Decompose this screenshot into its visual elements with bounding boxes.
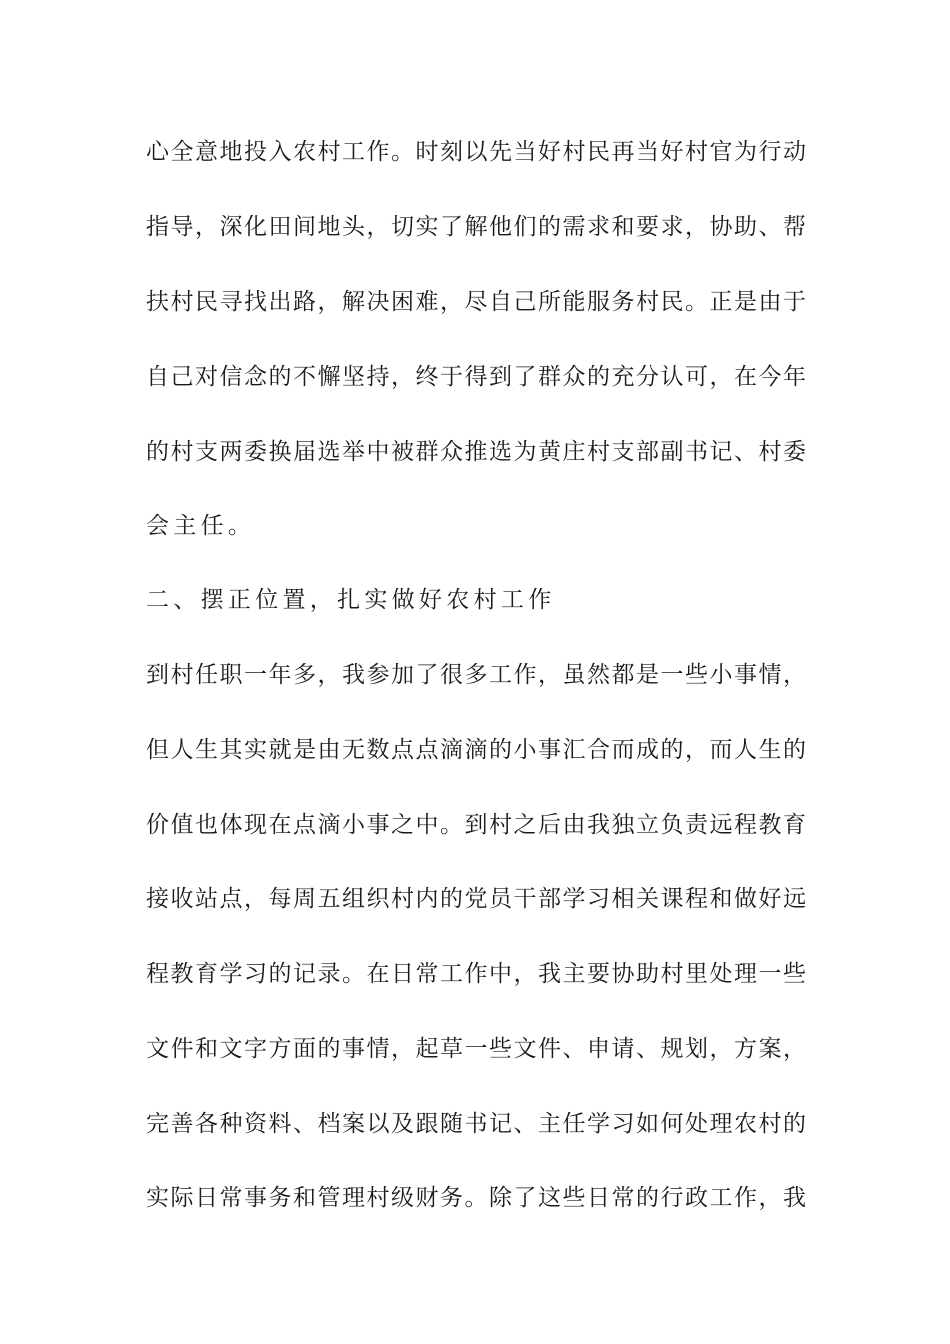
paragraph-line: 心全意地投入农村工作。时刻以先当好村民再当好村官为行动 bbox=[146, 139, 806, 165]
paragraph-line: 实际日常事务和管理村级财务。除了这些日常的行政工作，我 bbox=[146, 1185, 806, 1211]
paragraph-line: 完善各种资料、档案以及跟随书记、主任学习如何处理农村的 bbox=[146, 1111, 806, 1137]
paragraph-line: 自己对信念的不懈坚持，终于得到了群众的充分认可，在今年 bbox=[146, 364, 806, 390]
section-heading: 二、摆正位置，扎实做好农村工作 bbox=[146, 587, 556, 613]
paragraph-line: 接收站点，每周五组织村内的党员干部学习相关课程和做好远 bbox=[146, 886, 806, 912]
paragraph-line: 的村支两委换届选举中被群众推选为黄庄村支部副书记、村委 bbox=[146, 439, 806, 465]
paragraph-line: 指导，深化田间地头，切实了解他们的需求和要求，协助、帮 bbox=[146, 214, 806, 240]
paragraph-line: 扶村民寻找出路，解决困难，尽自己所能服务村民。正是由于 bbox=[146, 289, 806, 315]
paragraph-line: 会主任。 bbox=[146, 513, 256, 539]
paragraph-line: 但人生其实就是由无数点点滴滴的小事汇合而成的，而人生的 bbox=[146, 737, 806, 763]
paragraph-line: 价值也体现在点滴小事之中。到村之后由我独立负责远程教育 bbox=[146, 812, 806, 838]
paragraph-line: 程教育学习的记录。在日常工作中，我主要协助村里处理一些 bbox=[146, 961, 806, 987]
paragraph-line: 文件和文字方面的事情，起草一些文件、申请、规划，方案， bbox=[146, 1036, 806, 1062]
paragraph-line: 到村任职一年多，我参加了很多工作，虽然都是一些小事情， bbox=[146, 662, 806, 688]
